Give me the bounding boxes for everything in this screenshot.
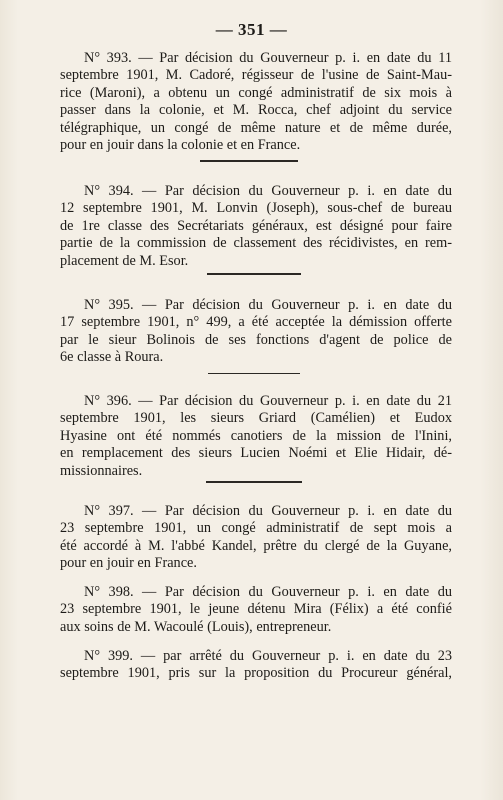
section-divider [207,273,301,275]
entry-line: par le sieur Bolinois de ses fonctions d'agent de police de [60,331,452,348]
section-divider [200,160,298,162]
entry-line: 23 septembre 1901, un congé administratif de sept mois a [60,520,452,537]
section-divider [206,481,302,483]
decision-entry-398 [60,584,452,636]
decision-entry-394 [60,183,452,270]
section-divider [208,373,300,374]
entry-line: 17 septembre 1901, n° 499, a été acceptée la démission offerte [60,314,452,331]
entry-line: rice (Maroni), a obtenu un congé administratif de six mois à [60,84,452,101]
decision-entry-395 [60,297,452,367]
entry-line: septembre 1901, M. Cadoré, régisseur de l'usine de Saint-Mau- [60,67,452,84]
entry-line: pour en jouir en France. [60,555,197,572]
entry-line: en remplacement des sieurs Lucien Noémi et Elie Hidair, dé- [60,445,452,462]
entry-line: été accordé à M. l'abbé Kandel, prêtre du clergé de la Guyane, [60,537,452,554]
entry-line: N° 395. — Par décision du Gouverneur p. i. en date du [84,297,452,313]
decision-entry-399 [60,648,452,683]
entry-line: Hyasine ont été nommés canotiers de la mission de l'Inini, [60,427,452,444]
entry-line: septembre 1901, pris sur la proposition du Procureur général, [60,665,452,682]
entry-line: N° 396. — Par décision du Gouverneur p. i. en date du 21 [84,393,452,409]
entry-line: aux soins de M. Wacoulé (Louis), entrepreneur. [60,618,332,635]
entry-line: passer dans la colonie, et M. Rocca, chef adjoint du service [60,102,452,119]
entry-line: missionnaires. [60,462,143,479]
entry-line: 12 septembre 1901, M. Lonvin (Joseph), sous-chef de bureau [60,200,452,217]
entry-line: N° 397. — Par décision du Gouverneur p. i. en date du [84,503,452,519]
entry-line: télégraphique, un congé de même nature et de même durée, [60,119,452,136]
entry-line: N° 394. — Par décision du Gouverneur p. i. en date du [84,183,452,199]
decision-entry-397 [60,503,452,573]
entry-line: N° 398. — Par décision du Gouverneur p. i. en date du [84,584,452,600]
entry-line: 6e classe à Roura. [60,349,164,366]
entry-line: partie de la commission de classement des récidivistes, en rem- [60,235,452,252]
entry-line: septembre 1901, les sieurs Griard (Camélien) et Eudox [60,410,452,427]
page-number: — 351 — [215,20,288,39]
entry-line: de 1re classe des Secrétariats généraux, est désigné pour faire [60,217,452,234]
decision-entry-396 [60,393,452,480]
entry-line: N° 393. — Par décision du Gouverneur p. i. en date du 11 [84,50,452,66]
entry-line: pour en jouir dans la colonie et en France. [60,137,301,154]
entry-line: 23 septembre 1901, le jeune détenu Mira (Félix) a été confié [60,601,452,618]
entry-line: N° 399. — par arrêté du Gouverneur p. i. en date du 23 [84,648,452,664]
decision-entry-393 [60,50,452,154]
entry-line: placement de M. Esor. [60,252,189,269]
